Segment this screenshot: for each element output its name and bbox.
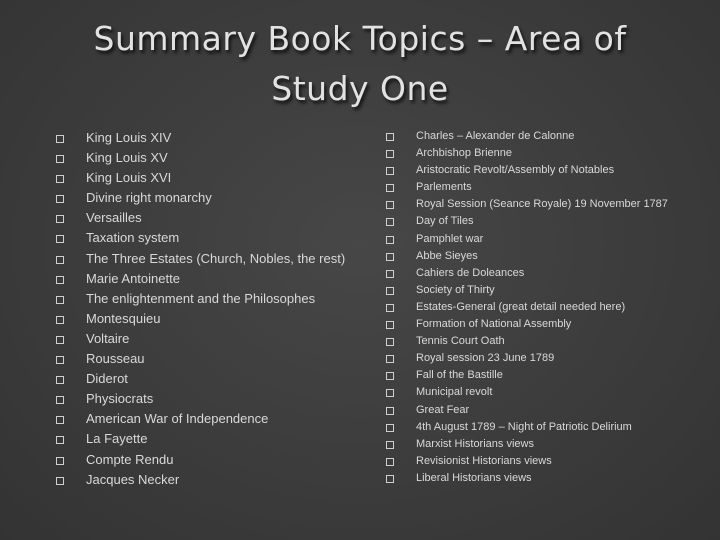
list-item (386, 402, 686, 419)
list-item-text: Charles – Alexander de Calonne (416, 130, 575, 142)
list-item-text: American War of Independence (86, 411, 269, 427)
topics-list-left (56, 128, 356, 490)
list-item (56, 389, 356, 409)
list-item-text: Voltaire (86, 330, 130, 346)
list-item (56, 289, 356, 309)
square-bullet-icon (386, 458, 394, 466)
list-item (386, 231, 686, 248)
square-bullet-icon (56, 396, 64, 404)
square-bullet-icon (386, 338, 394, 346)
list-item (386, 213, 686, 230)
list-item (386, 436, 686, 453)
list-item (56, 128, 356, 148)
list-item-text: Montesquieu (86, 310, 161, 326)
list-item-text: Pamphlet war (416, 232, 484, 245)
list-item (56, 148, 356, 168)
square-bullet-icon (56, 215, 64, 223)
list-item (386, 316, 686, 333)
list-item (56, 409, 356, 429)
list-item (56, 470, 356, 490)
square-bullet-icon (56, 436, 64, 444)
square-bullet-icon (386, 270, 394, 278)
square-bullet-icon (386, 304, 394, 312)
list-item (386, 179, 686, 196)
square-bullet-icon (386, 218, 394, 226)
list-item (386, 350, 686, 367)
list-item (56, 349, 356, 369)
list-item (56, 309, 356, 329)
list-item-text: King Louis XVI (86, 170, 172, 186)
square-bullet-icon (386, 133, 394, 141)
list-item (386, 384, 686, 401)
list-item-text: Formation of National Assembly (416, 318, 572, 331)
list-item (56, 369, 356, 389)
list-item-text: Tennis Court Oath (416, 335, 505, 348)
list-item-text: Estates-General (great detail needed here) (416, 300, 626, 313)
list-item-text: Royal Session (Seance Royale) 19 November 1787 (416, 198, 668, 211)
list-item-text: Revisionist Historians views (416, 454, 552, 467)
list-item-text: Great Fear (416, 403, 470, 416)
list-item-text: Marxist Historians views (416, 437, 534, 450)
list-item (386, 282, 686, 299)
list-item (386, 196, 686, 213)
list-item (386, 265, 686, 282)
slide-title-line-2: Study One (271, 69, 449, 108)
list-item (56, 450, 356, 470)
square-bullet-icon (386, 355, 394, 363)
list-item (386, 145, 686, 162)
list-item-text: The enlightenment and the Philosophes (86, 290, 316, 306)
list-item (386, 248, 686, 265)
slide-title-line-1: Summary Book Topics – Area of (93, 19, 627, 58)
list-item-text: Parlements (416, 181, 472, 194)
square-bullet-icon (56, 376, 64, 384)
list-item-text: La Fayette (86, 431, 148, 447)
square-bullet-icon (56, 457, 64, 465)
list-item-text: The Three Estates (Church, Nobles, the rest) (86, 250, 346, 266)
list-item (56, 188, 356, 208)
list-item-text: Cahiers de Doleances (416, 266, 525, 279)
list-item-text: Physiocrats (86, 391, 154, 407)
square-bullet-icon (56, 175, 64, 183)
square-bullet-icon (56, 296, 64, 304)
square-bullet-icon (56, 256, 64, 264)
topics-list-right (386, 128, 686, 487)
list-item (386, 419, 686, 436)
list-item (56, 208, 356, 228)
list-item-text: King Louis XIV (86, 130, 172, 145)
list-item-text: Royal session 23 June 1789 (416, 352, 555, 365)
square-bullet-icon (386, 389, 394, 397)
list-item (386, 299, 686, 316)
list-item-text: Archbishop Brienne (416, 147, 513, 160)
square-bullet-icon (386, 407, 394, 415)
list-item-text: 4th August 1789 – Night of Patriotic Delirium (416, 420, 632, 433)
list-item (56, 329, 356, 349)
list-item-text: Diderot (86, 371, 128, 387)
square-bullet-icon (386, 475, 394, 483)
square-bullet-icon (386, 150, 394, 158)
square-bullet-icon (386, 236, 394, 244)
list-item (386, 162, 686, 179)
square-bullet-icon (386, 167, 394, 175)
square-bullet-icon (56, 235, 64, 243)
list-item-text: Taxation system (86, 230, 180, 246)
list-item-text: Abbe Sieyes (416, 249, 478, 262)
square-bullet-icon (56, 316, 64, 324)
list-item-text: Marie Antoinette (86, 270, 180, 286)
square-bullet-icon (56, 195, 64, 203)
list-item-text: Rousseau (86, 351, 145, 367)
list-item (386, 453, 686, 470)
square-bullet-icon (386, 287, 394, 295)
square-bullet-icon (56, 276, 64, 284)
slide-title (0, 14, 720, 114)
square-bullet-icon (386, 441, 394, 449)
list-item (56, 429, 356, 449)
list-item (56, 168, 356, 188)
list-item-text: Municipal revolt (416, 386, 493, 399)
list-item-text: King Louis XV (86, 150, 168, 166)
square-bullet-icon (386, 253, 394, 261)
list-item-text: Day of Tiles (416, 215, 474, 228)
square-bullet-icon (56, 336, 64, 344)
list-item-text: Fall of the Bastille (416, 369, 503, 382)
list-item-text: Jacques Necker (86, 471, 180, 487)
list-item (386, 470, 686, 487)
square-bullet-icon (386, 321, 394, 329)
list-item (56, 228, 356, 248)
square-bullet-icon (386, 201, 394, 209)
list-item (386, 367, 686, 384)
list-item (386, 128, 686, 145)
list-item (56, 269, 356, 289)
square-bullet-icon (386, 184, 394, 192)
list-item-text: Society of Thirty (416, 283, 495, 296)
square-bullet-icon (386, 424, 394, 432)
square-bullet-icon (56, 416, 64, 424)
square-bullet-icon (386, 372, 394, 380)
list-item-text: Liberal Historians views (416, 471, 532, 484)
list-item (386, 333, 686, 350)
square-bullet-icon (56, 477, 64, 485)
list-item-text: Aristocratic Revolt/Assembly of Notables (416, 164, 615, 177)
square-bullet-icon (56, 135, 64, 143)
square-bullet-icon (56, 356, 64, 364)
list-item-text: Divine right monarchy (86, 190, 212, 206)
square-bullet-icon (56, 155, 64, 163)
list-item (56, 249, 356, 269)
list-item-text: Compte Rendu (86, 451, 174, 467)
list-item-text: Versailles (86, 210, 142, 226)
